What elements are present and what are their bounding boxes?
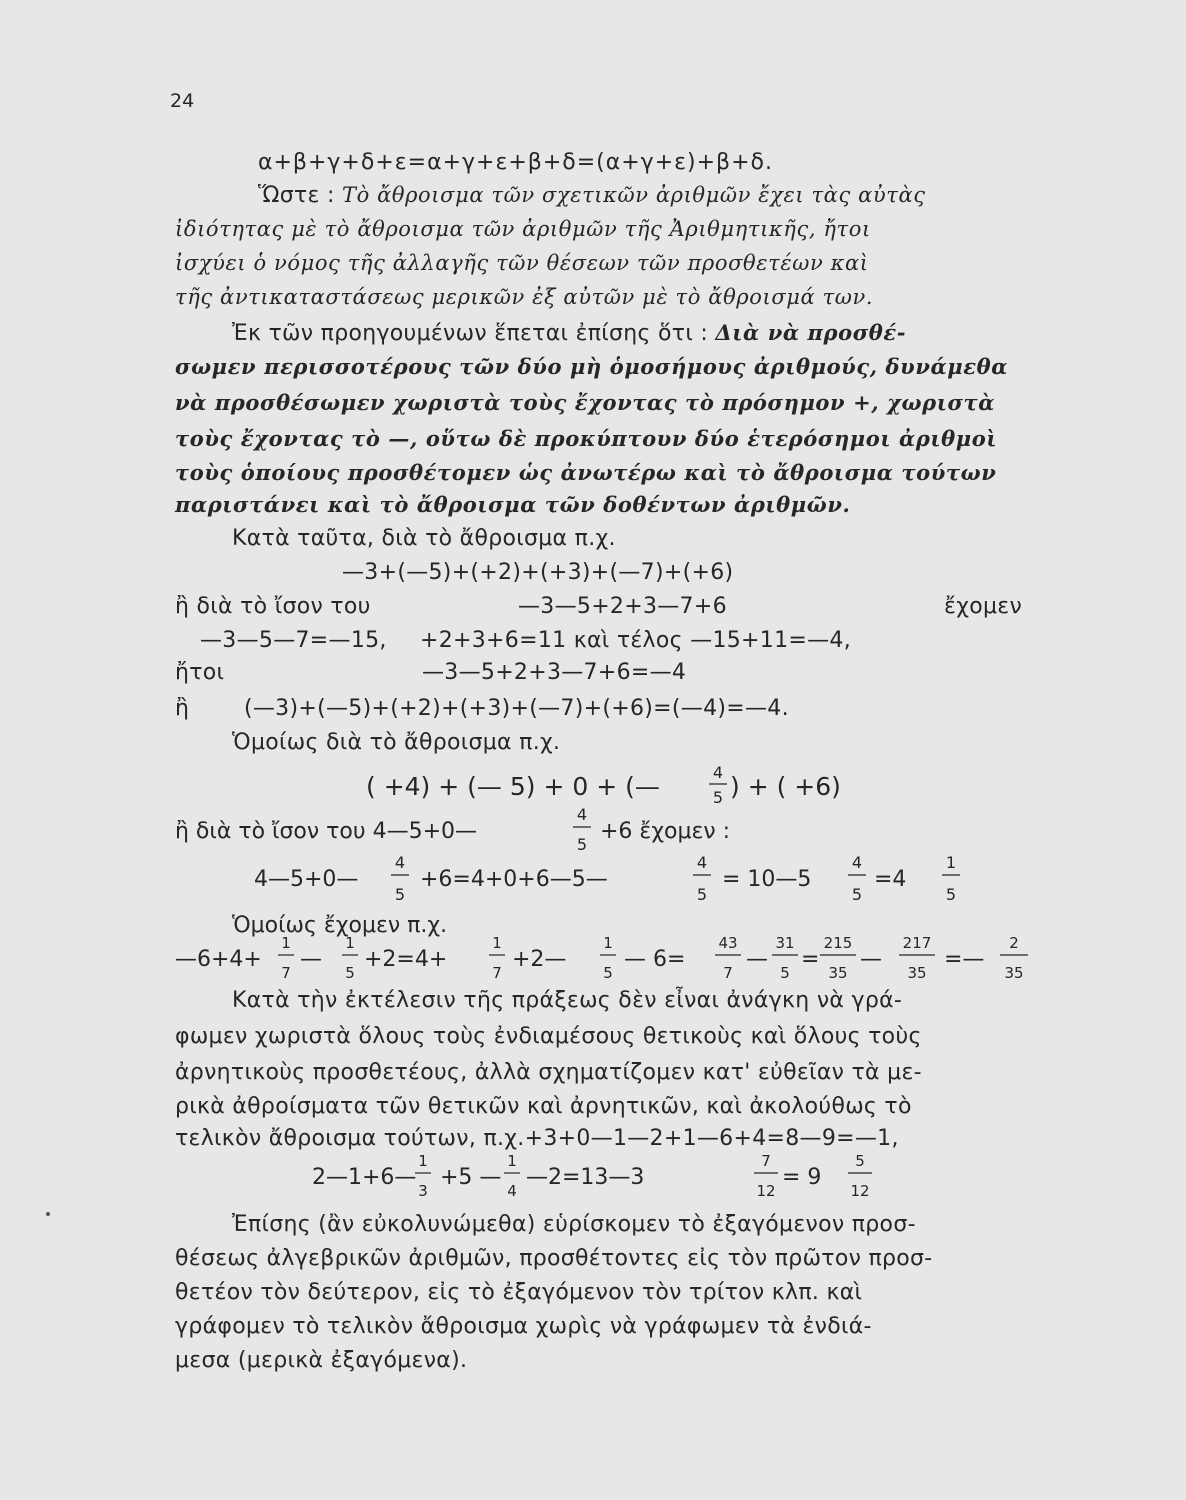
example1-intro: Κατὰ ταῦτα, διὰ τὸ ἄθροισμα π.χ. <box>232 526 616 551</box>
example4-d: = 9 <box>782 1165 822 1190</box>
example4-f2-num: 1 <box>507 1152 517 1170</box>
example3-b: — <box>300 947 322 972</box>
example2-equal-label: ἢ διὰ τὸ ἴσον του 4—5+0— <box>175 819 478 844</box>
para2-line5: τοὺς ὁποίους προσθέτομεν ὡς ἀνωτέρω καὶ τὸ ἄθροισμα τούτων <box>175 460 997 485</box>
example1-result2: (—3)+(—5)+(+2)+(+3)+(—7)+(+6)=(—4)=—4. <box>244 696 789 721</box>
example3-f7-num: 215 <box>823 934 853 952</box>
example4-f1-num: 1 <box>418 1152 428 1170</box>
example3-h: — <box>860 947 882 972</box>
example1-expression: —3+(—5)+(+2)+(+3)+(—7)+(+6) <box>342 560 734 585</box>
example2-equal-tail: +6 ἔχομεν : <box>600 819 731 844</box>
example3-e: — 6= <box>624 947 686 972</box>
para4-line4: γράφομεν τὸ τελικὸν ἄθροισμα χωρὶς νὰ γράφωμεν τὰ ἐνδιά- <box>175 1314 872 1339</box>
equation-intro: α+β+γ+δ+ε=α+γ+ε+β+δ=(α+γ+ε)+β+δ. <box>258 150 773 175</box>
example2-frac-num: 4 <box>712 763 724 782</box>
example4-f3-den: 12 <box>756 1182 776 1200</box>
example3-g: = <box>801 947 820 972</box>
example3-f2-num: 1 <box>345 934 355 952</box>
para1-line3: ἰσχύει ὁ νόμος τῆς ἀλλαγῆς τῶν θέσεων τῶν προσθετέων καὶ <box>175 251 869 275</box>
example2-calc-frac3-den: 5 <box>851 885 863 904</box>
example4-f3-num: 7 <box>761 1152 771 1170</box>
para3-line1: Κατὰ τὴν ἐκτέλεσιν τῆς πράξεως δὲν εἶναι ἀνάγκη νὰ γρά- <box>232 988 903 1013</box>
example2-calc-frac2-den: 5 <box>696 885 708 904</box>
example1-calc-b: +2+3+6=11 καὶ τέλος —15+11=—4, <box>420 628 851 653</box>
example2-calc-d: =4 <box>874 867 907 892</box>
example2-calc-frac2-num: 4 <box>696 853 708 872</box>
example2-eq-den: 5 <box>576 835 588 854</box>
para3-line5: τελικὸν ἄθροισμα τούτων, π.χ.+3+0—1—2+1—6+4=8—9=—1, <box>175 1126 899 1151</box>
example3-c: +2=4+ <box>364 947 448 972</box>
para4-line3: θετέον τὸν δεύτερον, εἰς τὸ ἐξαγόμενον τὸν τρίτον κλπ. καὶ <box>175 1280 863 1305</box>
example3-f8-den: 35 <box>907 964 927 982</box>
example4-c: —2=13—3 <box>526 1165 645 1190</box>
para3-line2: φωμεν χωριστὰ ὅλους τοὺς ἐνδιαμέσους θετικοὺς καὶ ὅλους τοὺς <box>175 1024 922 1049</box>
para4-line2: θέσεως ἀλγεβρικῶν ἀριθμῶν, προσθέτοντες εἰς τὸν πρῶτον προσ- <box>175 1246 933 1271</box>
example2-expression-b: ) + ( +6) <box>730 772 841 801</box>
example1-we-have: ἔχομεν <box>944 594 1023 619</box>
example3-f3-den: 7 <box>492 964 502 982</box>
example1-equal-expression: —3—5+2+3—7+6 <box>518 594 727 619</box>
example2-calc-b: +6=4+0+6—5— <box>420 867 608 892</box>
example2-calc-frac1-num: 4 <box>394 853 406 872</box>
example1-or: ἢ <box>175 696 190 721</box>
example2-frac-den: 5 <box>712 788 724 807</box>
page-number: 24 <box>170 90 195 112</box>
example4-f4-num: 5 <box>855 1152 865 1170</box>
example2-calc-frac4-num: 1 <box>945 853 957 872</box>
para3-line4: ρικὰ ἀθροίσματα τῶν θετικῶν καὶ ἀρνητικῶν, καὶ ἀκολούθως τὸ <box>175 1094 912 1119</box>
example2-calc-a: 4—5+0— <box>254 867 359 892</box>
para2-line6: παριστάνει καὶ τὸ ἄθροισμα τῶν δοθέντων ἀριθμῶν. <box>175 492 851 517</box>
example3-f3-num: 1 <box>492 934 502 952</box>
example3-f6-num: 31 <box>775 934 795 952</box>
example4-f2-den: 4 <box>507 1182 517 1200</box>
example3-d: +2— <box>512 947 567 972</box>
example1-itoi: ἤτοι <box>175 660 225 685</box>
example2-intro: Ὁμοίως διὰ τὸ ἄθροισμα π.χ. <box>232 730 561 755</box>
page-speck <box>46 1212 50 1216</box>
para1-lead: Ὥστε : <box>258 183 335 208</box>
example3-i: =— <box>944 947 985 972</box>
example3-f2-den: 5 <box>345 964 355 982</box>
example2-eq-num: 4 <box>576 805 588 824</box>
example3-f8-num: 217 <box>902 934 932 952</box>
para1-line4: τῆς ἀντικαταστάσεως μερικῶν ἐξ αὐτῶν μὲ τὸ ἄθροισμά των. <box>175 285 874 309</box>
example1-calc-a: —3—5—7=—15, <box>200 628 387 653</box>
para2-l1: Διὰ νὰ προσθέ- <box>715 320 907 345</box>
example3-f1-den: 7 <box>281 964 291 982</box>
example1-equal-label: ἢ διὰ τὸ ἴσον του <box>175 594 371 619</box>
example4-a: 2—1+6— <box>312 1165 417 1190</box>
example2-expression-a: ( +4) + (— 5) + 0 + (— <box>366 772 660 801</box>
example3-f5-den: 7 <box>723 964 733 982</box>
example3-f9-num: 2 <box>1009 934 1019 952</box>
example3-f4-den: 5 <box>603 964 613 982</box>
example3-f6-den: 5 <box>780 964 790 982</box>
example4-f1-den: 3 <box>418 1182 428 1200</box>
para4-line5: μεσα (μερικὰ ἐξαγόμενα). <box>175 1348 468 1373</box>
para2-lead: Ἐκ τῶν προηγουμένων ἕπεται ἐπίσης ὅτι : <box>232 321 716 346</box>
para4-line1: Ἐπίσης (ἂν εὐκολυνώμεθα) εὑρίσκομεν τὸ ἐξαγόμενον προσ- <box>232 1212 916 1237</box>
para1-line2: ἰδιότητας μὲ τὸ ἄθροισμα τῶν ἀριθμῶν τῆς Ἀριθμητικῆς, ἤτοι <box>175 217 871 241</box>
example2-calc-frac1-den: 5 <box>394 885 406 904</box>
example3-a: —6+4+ <box>175 947 262 972</box>
example1-result1: —3—5+2+3—7+6=—4 <box>422 660 687 685</box>
example2-calc-c: = 10—5 <box>722 867 812 892</box>
para2-line3: νὰ προσθέσωμεν χωριστὰ τοὺς ἔχοντας τὸ πρόσημον +, χωριστὰ <box>175 390 996 415</box>
para2-line2: σωμεν περισσοτέρους τῶν δύο μὴ ὁμοσήμους ἀριθμούς, δυνάμεθα <box>175 354 1008 379</box>
example2-calc-frac4-den: 5 <box>945 885 957 904</box>
example3-f1-num: 1 <box>281 934 291 952</box>
example3-f7-den: 35 <box>828 964 848 982</box>
example4-b: +5 — <box>440 1165 502 1190</box>
example3-f: — <box>746 947 768 972</box>
example3-intro: Ὁμοίως ἔχομεν π.χ. <box>232 913 448 938</box>
para1-l1: Τὸ ἄθροισμα τῶν σχετικῶν ἀριθμῶν ἔχει τὰς αὐτὰς <box>334 183 926 207</box>
example3-f9-den: 35 <box>1004 964 1024 982</box>
example3-f5-num: 43 <box>718 934 738 952</box>
example3-f4-num: 1 <box>603 934 613 952</box>
para2-line4: τοὺς ἔχοντας τὸ —, οὕτω δὲ προκύπτουν δύο ἑτερόσημοι ἀριθμοὶ <box>175 426 998 451</box>
example2-calc-frac3-num: 4 <box>851 853 863 872</box>
example4-f4-den: 12 <box>850 1182 870 1200</box>
para3-line3: ἀρνητικοὺς προσθετέους, ἀλλὰ σχηματίζομεν κατ' εὐθεῖαν τὰ με- <box>175 1060 922 1085</box>
